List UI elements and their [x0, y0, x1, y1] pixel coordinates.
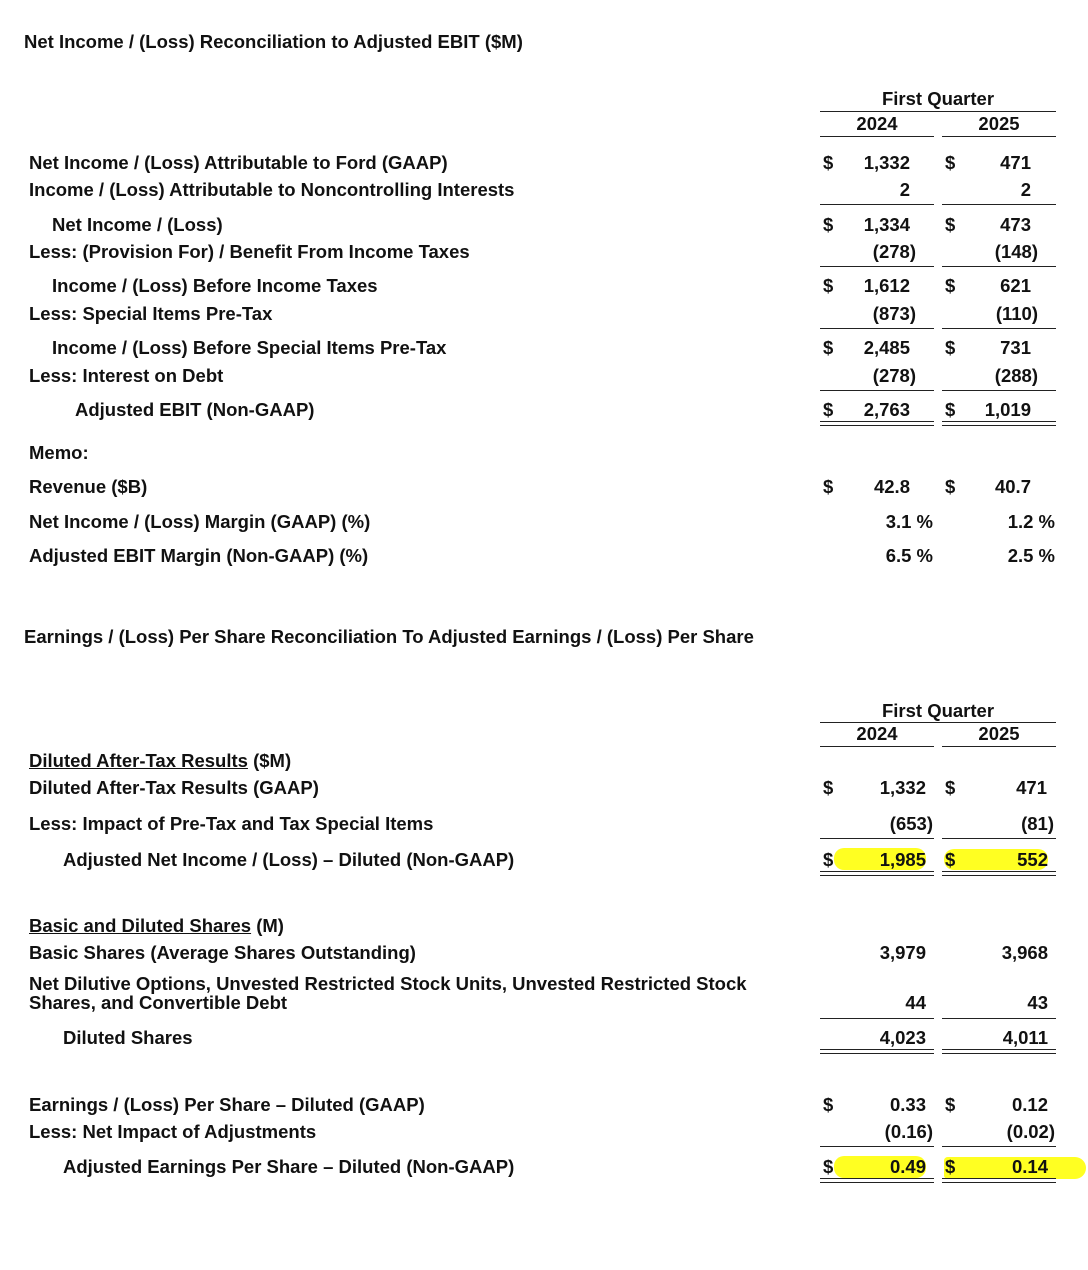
subtotal-rule — [942, 1146, 1056, 1147]
value-2024: 3,979 — [879, 942, 926, 963]
dollar-sign: $ — [823, 275, 834, 296]
group-heading-underlined: Basic and Diluted Shares — [29, 915, 252, 936]
section1-col1-header: 2024 — [856, 113, 898, 134]
dollar-sign: $ — [823, 1094, 834, 1115]
row-label: Adjusted EBIT Margin (Non-GAAP) (%) — [29, 545, 369, 566]
value-2024: (278) — [872, 365, 916, 386]
value-2024: (278) — [872, 241, 916, 262]
header-rule — [820, 111, 1056, 112]
value-2024: 44 — [905, 992, 926, 1013]
row-label: Diluted After-Tax Results (GAAP) — [29, 777, 319, 798]
value-2024: 0.49 — [889, 1156, 926, 1177]
subtotal-rule — [820, 204, 934, 205]
value-2025: 1,019 — [984, 399, 1031, 420]
dollar-sign: $ — [945, 337, 956, 358]
total-double-rule — [820, 1178, 934, 1183]
dollar-sign: $ — [945, 777, 956, 798]
value-2025: 473 — [1000, 214, 1031, 235]
subtotal-rule — [942, 390, 1056, 391]
value-2024: 2,485 — [863, 337, 910, 358]
value-2025: (81) — [1021, 813, 1054, 834]
value-2024: 6.5 % — [885, 545, 933, 566]
dollar-sign: $ — [945, 152, 956, 173]
dollar-sign: $ — [823, 777, 834, 798]
value-2025: 621 — [1000, 275, 1031, 296]
section2-period-header: First Quarter — [881, 700, 995, 721]
subtotal-rule — [942, 204, 1056, 205]
value-2024: (653) — [889, 813, 933, 834]
value-2025: 4,011 — [1002, 1027, 1048, 1048]
value-2024: (0.16) — [884, 1121, 933, 1142]
value-2025: (148) — [994, 241, 1038, 262]
col2-header-rule — [942, 746, 1056, 747]
subtotal-rule — [820, 1018, 934, 1019]
total-double-rule — [820, 421, 934, 426]
dollar-sign: $ — [823, 337, 834, 358]
memo-label: Memo: — [29, 442, 89, 463]
section1-title: Net Income / (Loss) Reconciliation to Adjusted EBIT ($M) — [24, 31, 523, 52]
row-label: Adjusted EBIT (Non-GAAP) — [75, 399, 315, 420]
dollar-sign: $ — [945, 399, 956, 420]
row-label: Less: Impact of Pre-Tax and Tax Special Items — [29, 813, 434, 834]
col1-header-rule — [820, 136, 934, 137]
value-2025: 0.14 — [1011, 1156, 1048, 1177]
subtotal-rule — [942, 328, 1056, 329]
subtotal-rule — [942, 838, 1056, 839]
row-label: Net Income / (Loss) — [52, 214, 223, 235]
section2-col1-header: 2024 — [856, 723, 898, 744]
total-double-rule — [820, 1049, 934, 1054]
dollar-sign: $ — [945, 275, 956, 296]
row-label: Revenue ($B) — [29, 476, 148, 497]
subtotal-rule — [942, 1018, 1056, 1019]
value-2025: 552 — [1017, 849, 1048, 870]
value-2025: 0.12 — [1011, 1094, 1048, 1115]
row-label: Income / (Loss) Before Special Items Pre-Tax — [52, 337, 447, 358]
value-2025: 3,968 — [1001, 942, 1048, 963]
row-label: Income / (Loss) Attributable to Noncontrolling Interests — [29, 179, 515, 200]
value-2024: 2,763 — [863, 399, 910, 420]
row-label: Less: Special Items Pre-Tax — [29, 303, 273, 324]
subtotal-rule — [820, 1146, 934, 1147]
total-double-rule — [820, 871, 934, 876]
value-2025: 471 — [1000, 152, 1031, 173]
subtotal-rule — [942, 266, 1056, 267]
row-label: Basic Shares (Average Shares Outstanding) — [29, 942, 416, 963]
value-2024: 4,023 — [879, 1027, 926, 1048]
group-heading — [29, 915, 284, 937]
row-label: Net Income / (Loss) Attributable to Ford (GAAP) — [29, 152, 448, 173]
value-2024: 0.33 — [889, 1094, 926, 1115]
value-2024: 1,985 — [879, 849, 926, 870]
value-2024: 42.8 — [873, 476, 910, 497]
row-label: Adjusted Earnings Per Share – Diluted (Non-GAAP) — [63, 1156, 515, 1177]
row-label: Less: Interest on Debt — [29, 365, 224, 386]
value-2024: 1,334 — [863, 214, 910, 235]
value-2025: (0.02) — [1006, 1121, 1055, 1142]
value-2024: 3.1 % — [885, 511, 933, 532]
row-label: Net Income / (Loss) Margin (GAAP) (%) — [29, 511, 371, 532]
total-double-rule — [942, 1049, 1056, 1054]
section2-col2-header: 2025 — [978, 723, 1020, 744]
value-2025: (288) — [994, 365, 1038, 386]
row-label: Diluted Shares — [63, 1027, 193, 1048]
value-2025: (110) — [995, 303, 1038, 324]
dollar-sign: $ — [945, 214, 956, 235]
value-2025: 471 — [1016, 777, 1047, 798]
value-2024: 2 — [899, 179, 910, 200]
group-heading-unit: ($M) — [247, 750, 292, 771]
row-label: Less: (Provision For) / Benefit From Income Taxes — [29, 241, 470, 262]
group-heading-underlined: Diluted After-Tax Results — [29, 750, 248, 771]
value-2024: (873) — [872, 303, 916, 324]
section1-col2-header: 2025 — [978, 113, 1020, 134]
total-double-rule — [942, 421, 1056, 426]
subtotal-rule — [820, 266, 934, 267]
dollar-sign: $ — [823, 152, 834, 173]
value-2024: 1,332 — [863, 152, 910, 173]
value-2025: 1.2 % — [1007, 511, 1055, 532]
subtotal-rule — [820, 328, 934, 329]
col2-header-rule — [942, 136, 1056, 137]
row-label: Less: Net Impact of Adjustments — [29, 1121, 317, 1142]
dollar-sign: $ — [945, 1094, 956, 1115]
subtotal-rule — [820, 390, 934, 391]
row-label-line1: Net Dilutive Options, Unvested Restricted Stock Units, Unvested Restricted Stock — [29, 973, 747, 994]
total-double-rule — [942, 1178, 1056, 1183]
dollar-sign: $ — [945, 476, 956, 497]
total-double-rule — [942, 871, 1056, 876]
subtotal-rule — [820, 838, 934, 839]
group-heading — [29, 750, 291, 772]
value-2025: 2.5 % — [1007, 545, 1055, 566]
value-2025: 731 — [1000, 337, 1031, 358]
row-label: Income / (Loss) Before Income Taxes — [52, 275, 378, 296]
dollar-sign: $ — [823, 214, 834, 235]
section2-title: Earnings / (Loss) Per Share Reconciliation To Adjusted Earnings / (Loss) Per Share — [24, 626, 754, 647]
col1-header-rule — [820, 746, 934, 747]
row-label: Earnings / (Loss) Per Share – Diluted (GAAP) — [29, 1094, 425, 1115]
value-2024: 1,332 — [879, 777, 926, 798]
dollar-sign: $ — [945, 1156, 956, 1177]
dollar-sign: $ — [823, 849, 834, 870]
section1-period-header: First Quarter — [881, 88, 995, 109]
value-2025: 2 — [1020, 179, 1031, 200]
value-2024: 1,612 — [863, 275, 910, 296]
dollar-sign: $ — [823, 1156, 834, 1177]
group-heading-unit: (M) — [251, 915, 284, 936]
dollar-sign: $ — [823, 476, 834, 497]
dollar-sign: $ — [945, 849, 956, 870]
dollar-sign: $ — [823, 399, 834, 420]
row-label: Adjusted Net Income / (Loss) – Diluted (Non-GAAP) — [63, 849, 515, 870]
value-2025: 40.7 — [994, 476, 1031, 497]
row-label-line2: Shares, and Convertible Debt — [29, 992, 288, 1013]
value-2025: 43 — [1027, 992, 1048, 1013]
